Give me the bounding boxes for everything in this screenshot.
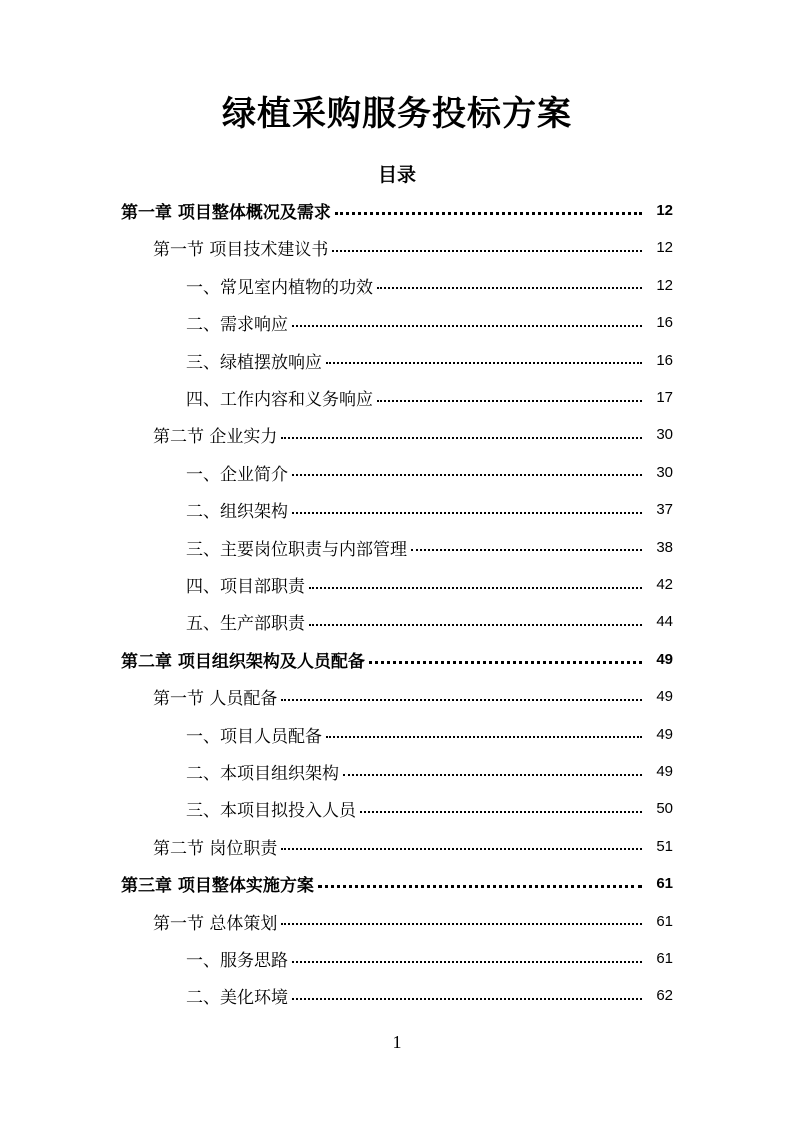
toc-entry[interactable]	[0, 641, 794, 678]
toc-entry-label: 第一节 人员配备	[153, 689, 278, 710]
toc-entry-page: 49	[656, 763, 673, 780]
toc-entry-label: 二、本项目组织架构	[186, 764, 339, 784]
toc-entry-label: 二、组织架构	[186, 502, 288, 523]
toc-entry[interactable]	[0, 828, 794, 865]
toc-leader-dots	[281, 437, 642, 439]
toc-entry-label: 第二节 岗位职责	[153, 838, 278, 859]
toc-leader-dots	[377, 400, 642, 402]
toc-leader-dots	[332, 250, 642, 252]
toc-leader-dots	[292, 961, 642, 963]
toc-entry-page: 61	[656, 875, 673, 893]
toc-leader-dots	[360, 811, 642, 813]
page-number: 1	[392, 1032, 402, 1052]
toc-entry[interactable]	[0, 304, 794, 341]
toc-entry-page: 16	[656, 314, 673, 332]
toc-leader-dots	[377, 287, 642, 289]
toc-entry-page: 30	[656, 426, 673, 444]
toc-entry[interactable]	[0, 229, 794, 266]
toc-entry[interactable]	[0, 416, 794, 453]
toc-entry[interactable]	[0, 529, 794, 566]
toc-entry-page: 37	[656, 501, 673, 519]
toc-entry[interactable]	[0, 678, 794, 715]
toc-entry-label: 一、服务思路	[186, 951, 288, 971]
toc-leader-dots	[309, 624, 642, 626]
toc-entry-label: 四、项目部职责	[186, 577, 305, 597]
toc-entry-label: 一、企业简介	[186, 464, 288, 485]
toc-leader-dots	[326, 736, 642, 738]
toc-entry[interactable]	[0, 865, 794, 902]
toc-leader-dots	[292, 474, 642, 476]
toc-entry-label: 一、项目人员配备	[186, 726, 322, 747]
document-title: 绿植采购服务投标方案	[222, 94, 572, 134]
toc-entry-label: 第二章 项目组织架构及人员配备	[121, 651, 365, 672]
toc-entry-label: 第一节 总体策划	[153, 913, 278, 934]
toc-leader-dots	[292, 998, 642, 1000]
toc-entry[interactable]	[0, 753, 794, 790]
toc-leader-dots	[281, 848, 642, 850]
toc-entry[interactable]	[0, 267, 794, 304]
toc-leader-dots	[335, 212, 642, 215]
toc-entry-page: 12	[656, 276, 673, 294]
toc-entry[interactable]	[0, 603, 794, 640]
toc-heading: 目录	[377, 164, 416, 186]
toc-entry[interactable]	[0, 491, 794, 528]
toc-leader-dots	[318, 885, 642, 888]
toc-entry-label: 第一节 项目技术建议书	[153, 240, 329, 261]
toc-entry-label: 一、常见室内植物的功效	[186, 277, 373, 298]
toc-leader-dots	[281, 923, 642, 925]
toc-entry-page: 42	[656, 576, 673, 593]
toc-entry[interactable]	[0, 342, 794, 379]
toc-entry[interactable]	[0, 977, 794, 1014]
toc-entry-label: 第一章 项目整体概况及需求	[121, 203, 331, 223]
toc-entry-page: 12	[656, 239, 673, 257]
toc-leader-dots	[326, 362, 642, 364]
toc-entry[interactable]	[0, 379, 794, 416]
toc-entry-page: 62	[656, 987, 673, 1005]
toc-entry-label: 第二节 企业实力	[153, 427, 278, 448]
toc-entry-page: 30	[656, 463, 673, 481]
toc-leader-dots	[411, 549, 642, 551]
toc-entry-page: 17	[656, 389, 673, 406]
toc-leader-dots	[343, 774, 642, 776]
toc-entry-page: 44	[656, 613, 673, 631]
toc-entry-label: 三、本项目拟投入人员	[186, 801, 356, 822]
toc-entry-page: 61	[656, 950, 673, 967]
toc-entry[interactable]	[0, 716, 794, 753]
toc-leader-dots	[292, 325, 642, 327]
toc-entry-label: 二、需求响应	[186, 315, 288, 336]
toc-entry-page: 12	[656, 202, 673, 219]
toc-entry-page: 49	[656, 650, 673, 668]
toc-entry[interactable]	[0, 940, 794, 977]
toc-entry-page: 51	[656, 837, 673, 855]
toc-entry[interactable]	[0, 903, 794, 940]
toc-entry-page: 16	[656, 351, 673, 369]
toc-leader-dots	[369, 661, 642, 664]
toc-leader-dots	[292, 512, 642, 514]
toc-entry-label: 三、绿植摆放响应	[186, 352, 322, 373]
toc-entry[interactable]	[0, 566, 794, 603]
toc-entry[interactable]	[0, 790, 794, 827]
toc-entry-page: 61	[656, 912, 673, 930]
toc-entry[interactable]	[0, 454, 794, 491]
toc-entry-label: 五、生产部职责	[186, 614, 305, 635]
toc-entry[interactable]	[0, 192, 794, 229]
toc-entry-label: 三、主要岗位职责与内部管理	[186, 539, 407, 560]
toc-entry-page: 50	[656, 800, 673, 818]
toc-entry-label: 四、工作内容和义务响应	[186, 390, 373, 410]
toc-entry-page: 49	[656, 725, 673, 743]
toc-entry-label: 二、美化环境	[186, 988, 288, 1009]
toc-entry-label: 第三章 项目整体实施方案	[121, 876, 314, 897]
toc-entry-page: 49	[656, 688, 673, 706]
toc-leader-dots	[309, 587, 642, 589]
toc-entry-page: 38	[656, 538, 673, 556]
toc-leader-dots	[281, 699, 642, 701]
